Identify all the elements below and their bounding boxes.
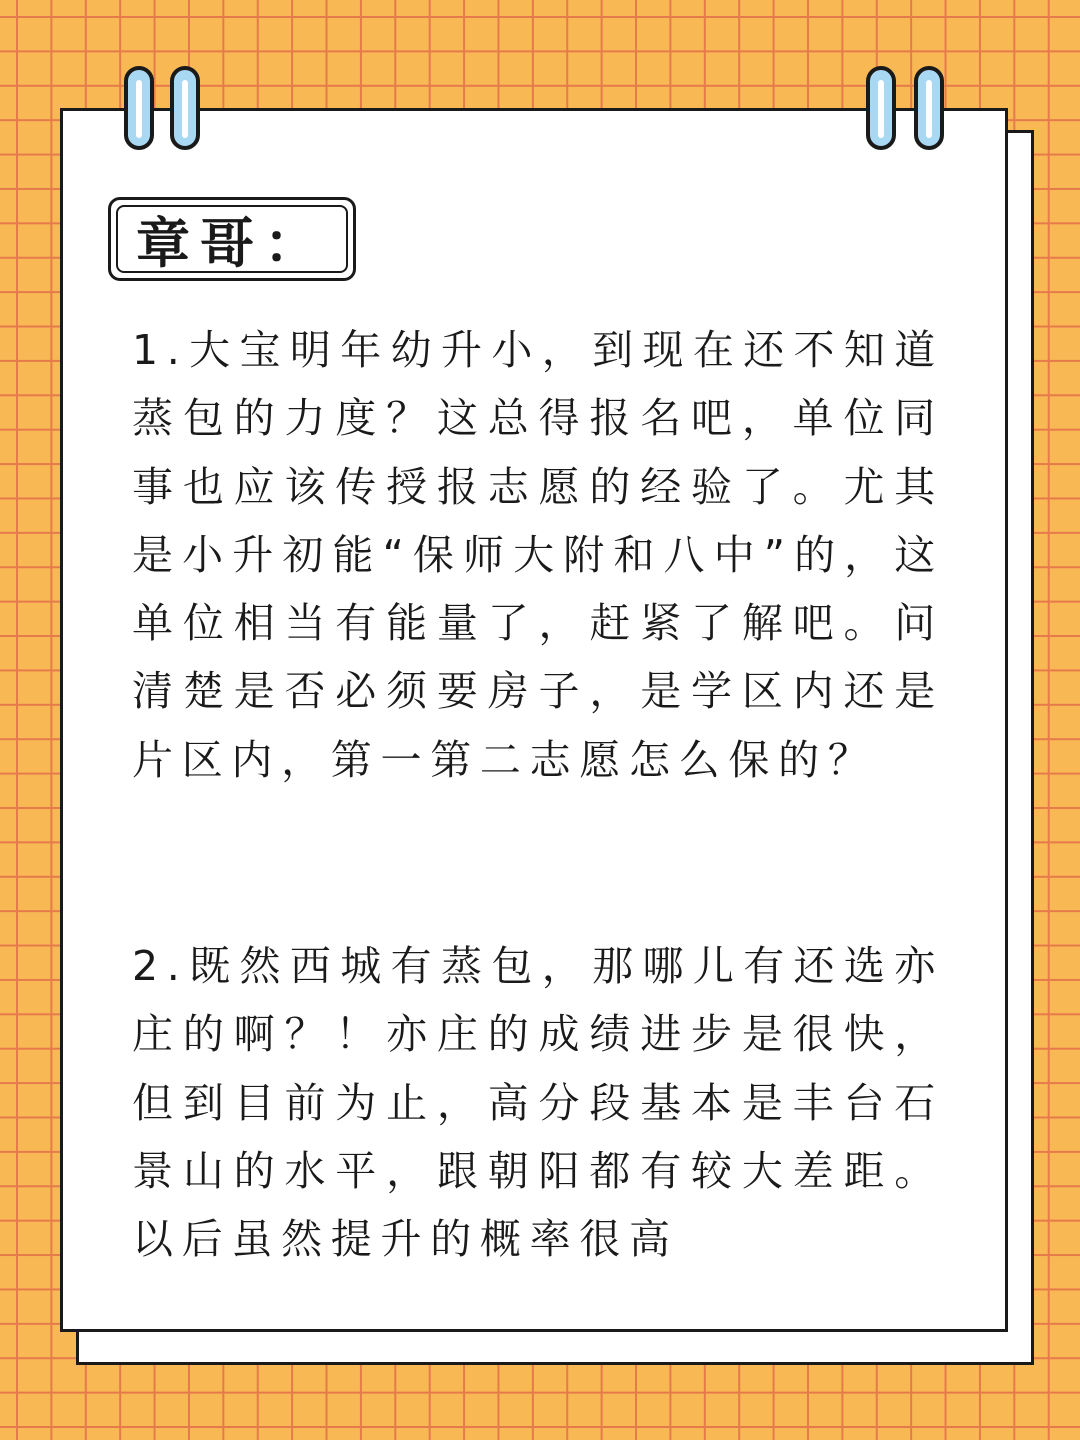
title-badge — [108, 197, 356, 281]
binder-ring-icon — [866, 66, 896, 150]
binder-ring-icon — [124, 66, 154, 150]
binder-ring-icon — [170, 66, 200, 150]
binder-ring-icon — [914, 66, 944, 150]
paragraph-1: 1.大宝明年幼升小，到现在还不知道蒸包的力度？这总得报名吧，单位同事也应该传授报志愿的经验了。尤其是小升初能“保师大附和八中”的，这单位相当有能量了，赶紧了解吧。问清楚是否必须要房子，是学区内还是片区内，第一第二志愿怎么保的？ — [132, 326, 944, 784]
title-text: 章哥： — [116, 205, 348, 273]
paragraph-2: 2.既然西城有蒸包，那哪儿有还选亦庄的啊？！亦庄的成绩进步是很快，但到目前为止，高分段基本是丰台石景山的水平，跟朝阳都有较大差距。以后虽然提升的概率很高 — [132, 942, 944, 1264]
